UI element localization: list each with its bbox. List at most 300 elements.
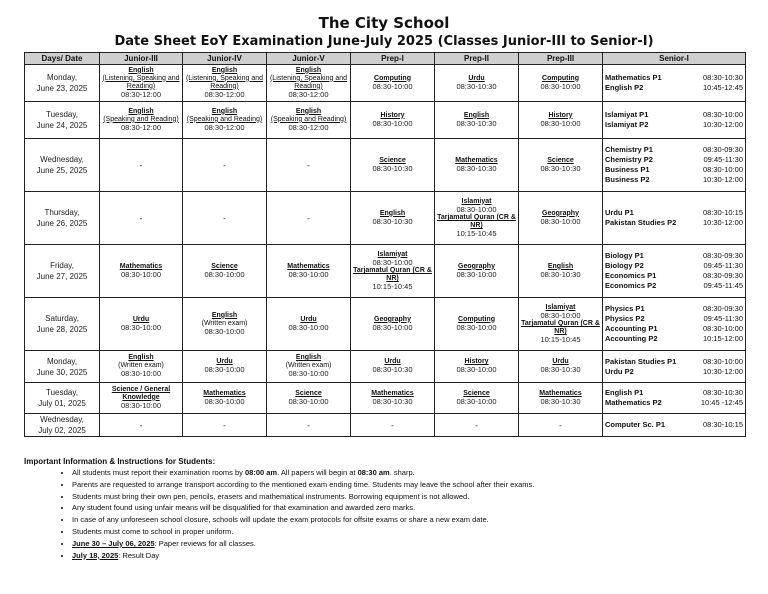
exam-time: 08:30-10:30 (456, 81, 497, 91)
instruction-item: • Parents are requested to arrange transport according to the mentioned exam ending time. Students may leave the school after their exams. (72, 479, 744, 491)
senior-exam-line (605, 73, 743, 83)
senior-subject: Mathematics P2 (605, 398, 662, 407)
exam-note: (Listening, Speaking and Reading) (102, 74, 180, 90)
senior-time: 10:45 -12:45 (700, 398, 743, 407)
senior-subject: Islamiyat P1 (605, 110, 649, 119)
exam-cell (183, 245, 267, 298)
senior-subject: Physics P2 (605, 314, 645, 323)
exam-cell (351, 298, 435, 351)
exam-cell (519, 139, 603, 192)
exam-time: 08:30-10:00 (456, 269, 497, 279)
instructions-list (24, 467, 744, 561)
exam-note: (Written exam) (118, 362, 164, 370)
senior-subject: Economics P1 (605, 271, 657, 280)
exam-cell (100, 139, 183, 192)
senior-subject: Physics P1 (605, 304, 645, 313)
exam-cell (183, 383, 267, 414)
senior-subject: Biology P1 (605, 251, 644, 260)
exam-cell (519, 383, 603, 414)
senior-exam-line (605, 218, 743, 228)
no-exam-dash: - (223, 160, 226, 170)
exam-cell (519, 351, 603, 383)
exam-subject: Mathematics (455, 156, 498, 164)
exam-time: 08:30-12:00 (120, 89, 162, 99)
exam-cell (100, 102, 183, 139)
exam-cell (519, 192, 603, 245)
exam-time: 08:30-10:00 (120, 369, 162, 379)
exam-subject: Urdu (132, 315, 150, 323)
exam-subject: Tarjamatul Quran (CR & NR) (437, 214, 516, 229)
exam-cell (351, 139, 435, 192)
exam-subject: English (211, 311, 238, 319)
exam-cell (351, 102, 435, 139)
date-label: July 02, 2025 (38, 426, 86, 435)
exam-time: 08:30-10:00 (204, 396, 245, 406)
day-label: Thursday, (44, 208, 80, 217)
senior-subject: Computer Sc. P1 (605, 420, 666, 429)
no-exam-dash: - (391, 420, 394, 430)
no-exam-dash: - (223, 213, 226, 223)
exam-time: 08:30-10:30 (372, 365, 413, 375)
exam-subject: Geography (542, 209, 579, 217)
exam-cell (100, 245, 183, 298)
exam-cell (183, 351, 267, 383)
exam-subject: English (295, 66, 322, 74)
senior-exam-line (605, 110, 743, 120)
senior-time: 08:30-10:30 (702, 388, 743, 397)
senior-exam-cell (603, 245, 746, 298)
table-header-row (25, 53, 746, 65)
exam-subject: Mathematics (539, 389, 582, 397)
exam-subject: Tarjamatul Quran (CR & NR) (521, 320, 600, 335)
exam-subject: Urdu (552, 358, 569, 366)
senior-subject: Accounting P1 (605, 324, 658, 333)
no-exam-dash: - (223, 420, 226, 430)
exam-cell (267, 383, 351, 414)
senior-exam-line (605, 334, 743, 344)
senior-exam-cell (603, 102, 746, 139)
day-date-cell (25, 102, 100, 139)
exam-note: (Speaking and Reading) (270, 115, 347, 123)
date-label: June 28, 2025 (36, 325, 88, 334)
exam-cell (519, 414, 603, 437)
exam-subject: Mathematics (203, 389, 246, 397)
senior-time: 08:30-10:30 (702, 73, 743, 82)
table-row (25, 298, 746, 351)
column-header: Junior-V (267, 53, 351, 65)
exam-cell (435, 192, 519, 245)
exam-note: (Listening, Speaking and Reading) (269, 74, 348, 90)
exam-time: 08:30-12:00 (204, 122, 245, 132)
date-label: June 24, 2025 (36, 121, 88, 130)
exam-note: (Written exam) (285, 362, 332, 370)
exam-time: 08:30-10:00 (288, 322, 329, 332)
table-row (25, 414, 746, 437)
exam-subject: Urdu (216, 358, 233, 366)
exam-time: 08:30-10:30 (540, 396, 581, 406)
exam-subject: Geography (374, 315, 411, 323)
senior-subject: Pakistan Studies P1 (605, 356, 677, 366)
exam-time: 08:30-10:00 (540, 216, 581, 226)
no-exam-dash: - (475, 420, 478, 430)
exam-time: 08:30-10:30 (372, 216, 413, 226)
date-sheet-table (24, 52, 746, 437)
senior-exam-line (605, 120, 743, 130)
exam-subject: English (128, 354, 154, 362)
day-date-cell (25, 414, 100, 437)
day-date-cell (25, 65, 100, 102)
senior-time: 09:45-11:45 (703, 281, 743, 290)
exam-cell (519, 102, 603, 139)
senior-subject: Urdu P2 (605, 366, 634, 376)
exam-cell (435, 298, 519, 351)
senior-exam-line (605, 83, 743, 93)
day-date-cell (25, 139, 100, 192)
exam-time: 08:30-10:00 (456, 396, 497, 406)
senior-subject: Business P1 (605, 165, 650, 174)
exam-time: 08:30-10:30 (540, 269, 581, 279)
exam-subject: English (128, 107, 154, 115)
exam-cell (100, 298, 183, 351)
exam-note: (Written exam) (201, 319, 248, 327)
exam-subject: Computing (542, 74, 579, 82)
senior-subject: English P2 (605, 83, 644, 92)
exam-time: 08:30-10:00 (204, 326, 245, 336)
no-exam-dash: - (139, 160, 143, 170)
exam-subject: English (463, 111, 490, 119)
exam-cell (519, 65, 603, 102)
exam-subject: History (548, 111, 573, 119)
table-row (25, 192, 746, 245)
exam-time: 08:30-10:00 (120, 400, 162, 410)
exam-subject: English (211, 107, 238, 115)
senior-subject: Chemistry P2 (605, 155, 653, 164)
exam-cell (267, 139, 351, 192)
senior-subject: Islamiyat P2 (605, 120, 649, 129)
senior-exam-line (605, 261, 743, 271)
exam-cell (267, 351, 351, 383)
exam-time: 08:30-10:00 (288, 269, 329, 279)
exam-subject: English (547, 262, 574, 270)
page-subtitle: Date Sheet EoY Examination June-July 2025 (Classes Junior-III to Senior-I) (114, 34, 654, 49)
exam-cell (267, 65, 351, 102)
column-header: Senior-I (603, 53, 746, 65)
day-label: Friday, (50, 261, 74, 270)
exam-subject: History (464, 358, 489, 366)
exam-time: 08:30-10:00 (372, 81, 413, 91)
senior-exam-cell (603, 414, 746, 437)
column-header: Junior-IV (183, 53, 267, 65)
exam-subject: Science (463, 389, 490, 397)
senior-exam-line (605, 175, 743, 185)
exam-time: 08:30-10:30 (456, 163, 497, 173)
table-row (25, 383, 746, 414)
exam-time: 08:30-10:30 (540, 365, 581, 375)
date-label: June 23, 2025 (36, 84, 88, 93)
day-date-cell (25, 383, 100, 414)
exam-cell (351, 414, 435, 437)
senior-time: 09:45-11:30 (703, 261, 743, 270)
exam-cell (267, 298, 351, 351)
senior-subject: Economics P2 (605, 281, 657, 290)
exam-time: 08:30-10:30 (456, 118, 497, 128)
date-label: June 25, 2025 (36, 166, 88, 175)
table-row (25, 245, 746, 298)
exam-subject: History (380, 111, 405, 119)
exam-cell (100, 383, 183, 414)
exam-time: 08:30-10:00 (204, 365, 245, 375)
exam-time: 08:30-10:00 (456, 365, 497, 375)
senior-subject: Biology P2 (605, 261, 644, 270)
senior-exam-line (605, 357, 743, 367)
senior-time: 10:15-12:00 (702, 334, 743, 343)
senior-time: 10:30-12:00 (702, 218, 743, 227)
exam-cell (183, 65, 267, 102)
exam-subject: Urdu (300, 315, 317, 323)
instruction-item: • All students must report their examination rooms by 08:00 am. All papers will begin at 08:30 am. sharp. (72, 467, 744, 479)
senior-exam-cell (603, 139, 746, 192)
exam-time: 08:30-10:00 (540, 81, 581, 91)
exam-subject: Computing (458, 315, 495, 323)
senior-time: 08:30-09:30 (702, 145, 743, 154)
date-label: July 01, 2025 (38, 399, 86, 408)
senior-time: 10:30-12:00 (702, 175, 743, 184)
instruction-item: • Students must bring their own pen, pencils, erasers and mathematical instruments. Borrowing equipment is not allowed. (72, 491, 744, 503)
senior-exam-line (605, 324, 743, 334)
exam-subject: Urdu (468, 74, 485, 82)
senior-time: 09:45-11:30 (703, 314, 743, 323)
day-label: Monday, (46, 356, 78, 366)
day-date-cell (25, 245, 100, 298)
exam-subject: Geography (458, 262, 495, 270)
senior-time: 08:30-09:30 (702, 251, 743, 260)
table-row (25, 139, 746, 192)
exam-subject: Science (295, 389, 322, 397)
day-label: Tuesday, (45, 388, 78, 397)
senior-exam-line (605, 398, 743, 408)
senior-time: 08:30-10:15 (702, 420, 743, 429)
exam-cell (351, 351, 435, 383)
exam-cell (267, 102, 351, 139)
exam-subject: Islamiyat (461, 197, 492, 205)
instruction-item: • Any student found using unfair means will be disqualified for that examination and awarded zero marks. (72, 502, 744, 514)
senior-exam-line (605, 251, 743, 261)
senior-exam-line (605, 145, 743, 155)
exam-time: 08:30-10:30 (540, 163, 581, 173)
exam-cell (183, 298, 267, 351)
senior-subject: English P1 (605, 388, 644, 397)
senior-exam-line (605, 314, 743, 324)
senior-exam-cell (603, 383, 746, 414)
table-row (25, 65, 746, 102)
exam-subject: Urdu (384, 358, 401, 366)
senior-exam-cell (603, 65, 746, 102)
exam-note: (Speaking and Reading) (186, 115, 263, 123)
instruction-item: • June 30 – July 06, 2025: Paper reviews for all classes. (72, 538, 744, 550)
senior-exam-cell (603, 192, 746, 245)
table-row (25, 102, 746, 139)
exam-cell (351, 383, 435, 414)
exam-cell (351, 65, 435, 102)
senior-time: 08:30-10:00 (702, 165, 743, 174)
column-header: Days/ Date (25, 53, 100, 65)
exam-cell (100, 192, 183, 245)
senior-subject: Urdu P1 (605, 208, 634, 217)
date-label: June 30, 2025 (36, 367, 88, 377)
exam-cell (267, 414, 351, 437)
day-label: Monday, (46, 73, 78, 82)
no-exam-dash: - (139, 213, 143, 223)
day-label: Tuesday, (45, 110, 78, 119)
exam-subject: English (211, 66, 238, 74)
exam-cell (435, 65, 519, 102)
exam-subject: Science (211, 262, 238, 270)
senior-time: 08:30-09:30 (702, 304, 743, 313)
exam-cell (100, 65, 183, 102)
exam-subject: Islamiyat (545, 303, 576, 311)
exam-subject: English (379, 209, 406, 217)
column-header: Junior-III (100, 53, 183, 65)
exam-cell (519, 245, 603, 298)
senior-exam-cell (603, 351, 746, 383)
exam-note: (Speaking and Reading) (103, 115, 179, 123)
exam-subject: Tarjamatul Quran (CR & NR) (353, 267, 432, 282)
day-date-cell (25, 351, 100, 383)
exam-subject: English (295, 354, 322, 362)
exam-subject: English (295, 107, 322, 115)
instruction-item: • July 18, 2025: Result Day (72, 550, 744, 562)
exam-subject: Science / General Knowledge (111, 385, 171, 401)
senior-exam-line (605, 155, 743, 165)
exam-cell (351, 245, 435, 298)
exam-time: 08:30-10:30 (372, 396, 413, 406)
exam-time: 08:30-10:00 (372, 322, 413, 332)
exam-subject: Islamiyat (377, 250, 408, 258)
exam-cell (435, 139, 519, 192)
exam-cell (183, 192, 267, 245)
exam-time: 08:30-12:00 (204, 89, 245, 99)
column-header: Prep-III (519, 53, 603, 65)
exam-time: 08:30-10:00 (456, 322, 497, 332)
no-exam-dash: - (559, 420, 562, 430)
day-date-cell (25, 192, 100, 245)
exam-time: 08:30-10:00 (120, 269, 162, 279)
senior-subject: Business P2 (605, 175, 650, 184)
senior-time: 10:45-12:45 (702, 83, 743, 92)
exam-cell (100, 351, 183, 383)
exam-time: 08:30-10:00 (288, 369, 329, 379)
column-header: Prep-I (351, 53, 435, 65)
senior-exam-line (605, 367, 743, 377)
day-label: Saturday, (45, 314, 79, 323)
exam-time: 08:30-10:00 (372, 257, 413, 267)
exam-subject: English (128, 66, 154, 74)
table-row (25, 351, 746, 383)
column-header: Prep-II (435, 53, 519, 65)
exam-time: 08:30-10:30 (372, 163, 413, 173)
instruction-item: • In case of any unforeseen school closure, schools will update the exam protocols for offsite exams or share a new exam date. (72, 514, 744, 526)
exam-cell (435, 245, 519, 298)
exam-time: 08:30-10:00 (288, 396, 329, 406)
exam-cell (435, 102, 519, 139)
exam-subject: Mathematics (287, 262, 330, 270)
exam-cell (435, 414, 519, 437)
exam-subject: Computing (374, 74, 411, 82)
exam-subject: Science (547, 156, 574, 164)
exam-time: 08:30-10:00 (540, 118, 581, 128)
exam-cell (267, 192, 351, 245)
instructions-section (24, 456, 744, 561)
exam-time: 08:30-10:00 (540, 310, 581, 320)
senior-time: 08:30-09:30 (702, 271, 743, 280)
no-exam-dash: - (307, 213, 310, 223)
exam-time: 08:30-12:00 (288, 89, 329, 99)
senior-exam-line (605, 420, 743, 430)
senior-time: 08:30-10:00 (702, 324, 743, 333)
no-exam-dash: - (307, 420, 310, 430)
exam-time: 08:30-10:00 (456, 204, 497, 214)
exam-subject: Mathematics (371, 389, 414, 397)
day-label: Wednesday, (40, 415, 84, 424)
senior-time: 10:30-12:00 (702, 120, 743, 129)
senior-exam-line (605, 208, 743, 218)
senior-time: 08:30-10:00 (702, 110, 743, 119)
senior-exam-cell (603, 298, 746, 351)
instruction-item: • Students must come to school in proper uniform. (72, 526, 744, 538)
exam-cell (351, 192, 435, 245)
no-exam-dash: - (139, 420, 143, 430)
exam-cell (435, 351, 519, 383)
senior-time: 10:30-12:00 (702, 366, 743, 376)
exam-note: (Listening, Speaking and Reading) (185, 74, 264, 90)
exam-time: 08:30-12:00 (288, 122, 329, 132)
senior-subject: Mathematics P1 (605, 73, 662, 82)
senior-exam-line (605, 388, 743, 398)
exam-time: 08:30-10:00 (204, 269, 245, 279)
day-date-cell (25, 298, 100, 351)
exam-time: 08:30-10:00 (120, 322, 162, 332)
exam-time: 08:30-10:00 (372, 118, 413, 128)
exam-cell (435, 383, 519, 414)
senior-exam-line (605, 271, 743, 281)
exam-time: 10:15-10:45 (540, 335, 581, 344)
exam-subject: Science (379, 156, 406, 164)
exam-cell (183, 102, 267, 139)
exam-time: 10:15-10:45 (372, 282, 413, 291)
exam-time: 10:15-10:45 (456, 229, 497, 238)
senior-exam-line (605, 304, 743, 314)
date-label: June 26, 2025 (36, 219, 88, 228)
senior-time: 09:45-11:30 (703, 155, 743, 164)
page-title: The City School (318, 14, 450, 32)
instructions-title: Important Information & Instructions for Students: (24, 457, 216, 466)
senior-exam-line (605, 165, 743, 175)
exam-time: 08:30-12:00 (120, 122, 162, 132)
senior-exam-line (605, 281, 743, 291)
senior-subject: Chemistry P1 (605, 145, 653, 154)
senior-time: 08:30-10:15 (702, 208, 743, 217)
senior-time: 08:30-10:00 (702, 356, 743, 366)
no-exam-dash: - (307, 160, 310, 170)
senior-subject: Accounting P2 (605, 334, 658, 343)
exam-cell (183, 139, 267, 192)
exam-cell (519, 298, 603, 351)
exam-cell (267, 245, 351, 298)
date-label: June 27, 2025 (36, 272, 88, 281)
exam-cell (183, 414, 267, 437)
day-label: Wednesday, (40, 155, 84, 164)
exam-subject: Mathematics (119, 262, 163, 270)
